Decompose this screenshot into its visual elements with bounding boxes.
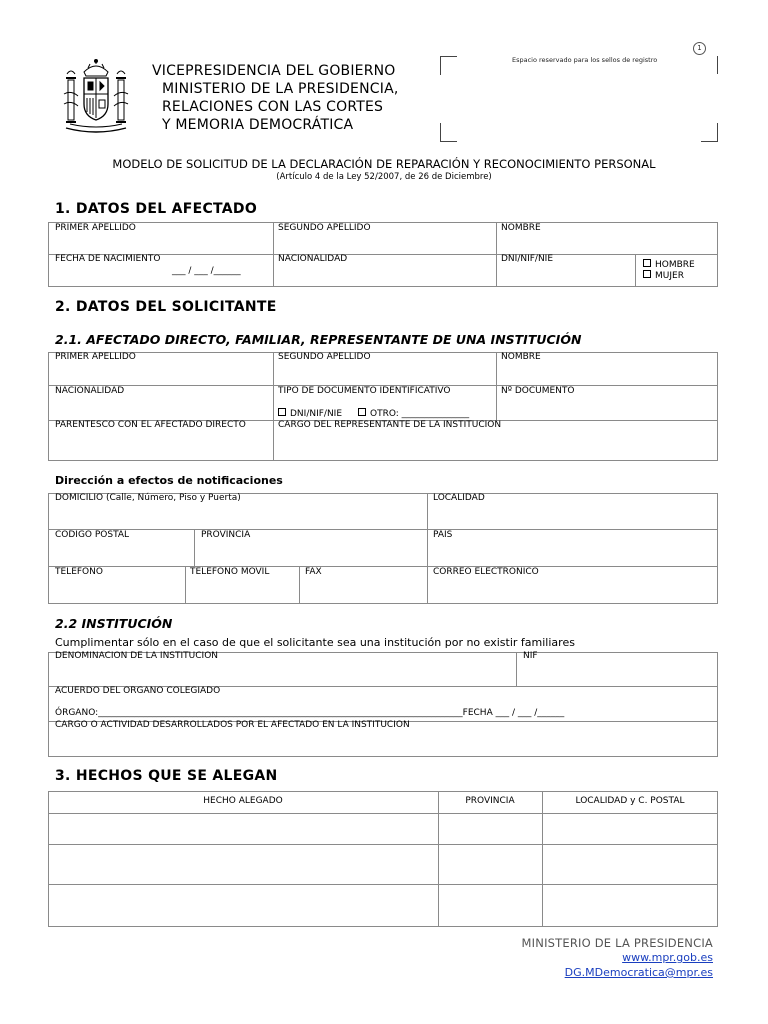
- otro-option-checkbox[interactable]: [358, 408, 469, 419]
- tipo-documento-field: TIPO DE DOCUMENTO IDENTIFICATIVO: [278, 386, 451, 396]
- nif-field[interactable]: NIF: [523, 651, 538, 661]
- column-header-localidad: LOCALIDAD y C. POSTAL: [575, 796, 685, 806]
- facts-table: [48, 791, 718, 927]
- dni-field[interactable]: DNI/NIF/NIE: [501, 254, 554, 264]
- institucion-note: Cumplimentar sólo en el caso de que el solicitante sea una institución por no existir familiares: [55, 636, 575, 649]
- section-2-heading: 2. DATOS DEL SOLICITANTE: [55, 299, 277, 315]
- solicitante-segundo-apellido-field[interactable]: SEGUNDO APELLIDO: [278, 352, 371, 362]
- stamp-area-label: Espacio reservado para los sellos de registro: [512, 56, 658, 64]
- form-subtitle: (Artículo 4 de la Ley 52/2007, de 26 de Diciembre): [276, 172, 492, 182]
- denominacion-field[interactable]: DENOMINACION DE LA INSTITUCION: [55, 651, 219, 661]
- form-title: MODELO DE SOLICITUD DE LA DECLARACIÓN DE REPARACIÓN Y RECONOCIMIENTO PERSONAL: [112, 157, 656, 171]
- dni-option-label: DNI/NIF/NIE: [290, 409, 343, 419]
- section-2-1-heading: 2.1. AFECTADO DIRECTO, FAMILIAR, REPRESENTANTE DE UNA INSTITUCIÓN: [55, 332, 582, 347]
- ministry-line-2: MINISTERIO DE LA PRESIDENCIA,: [162, 81, 399, 97]
- num-documento-field[interactable]: Nº DOCUMENTO: [501, 386, 575, 396]
- ministry-heading: [152, 62, 399, 134]
- section-3-heading: 3. HECHOS QUE SE ALEGAN: [55, 768, 278, 784]
- segundo-apellido-field[interactable]: SEGUNDO APELLIDO: [278, 223, 371, 233]
- hombre-label: HOMBRE: [655, 260, 695, 270]
- dni-option-checkbox[interactable]: [278, 408, 342, 419]
- parentesco-field[interactable]: PARENTESCO CON EL AFECTADO DIRECTO: [55, 420, 246, 430]
- applicant-data-table: [48, 352, 718, 461]
- mujer-checkbox[interactable]: [643, 270, 684, 281]
- address-table: [48, 493, 718, 604]
- hombre-checkbox[interactable]: [643, 259, 695, 270]
- ministry-line-3: RELACIONES CON LAS CORTES: [162, 99, 384, 115]
- solicitante-nacionalidad-field[interactable]: NACIONALIDAD: [55, 386, 125, 396]
- telefono-field[interactable]: TELEFONO: [55, 567, 103, 577]
- checkbox-icon[interactable]: [643, 270, 651, 278]
- column-header-hecho: HECHO ALEGADO: [203, 796, 283, 806]
- column-header-provincia: PROVINCIA: [465, 796, 515, 806]
- pais-field[interactable]: PAIS: [433, 530, 453, 540]
- footer-email-link[interactable]: DG.MDemocratica@mpr.es: [564, 966, 713, 979]
- fax-field[interactable]: FAX: [305, 567, 322, 577]
- solicitante-nombre-field[interactable]: NOMBRE: [501, 352, 541, 362]
- cargo-actividad-field[interactable]: CARGO O ACTIVIDAD DESARROLLADOS POR EL AFECTADO EN LA INSTITUCION: [55, 720, 410, 730]
- page-number: 1: [693, 42, 706, 55]
- section-2-2-heading: 2.2 INSTITUCIÓN: [55, 616, 173, 631]
- acuerdo-field: ACUERDO DEL ORGANO COLEGIADO: [55, 686, 221, 696]
- primer-apellido-field[interactable]: PRIMER APELLIDO: [55, 223, 136, 233]
- solicitante-primer-apellido-field[interactable]: PRIMER APELLIDO: [55, 352, 136, 362]
- otro-option-label: OTRO: _______________: [370, 409, 470, 419]
- footer-website-link[interactable]: www.mpr.gob.es: [622, 951, 713, 964]
- ministry-line-4: Y MEMORIA DEMOCRÁTICA: [162, 117, 354, 133]
- nacionalidad-field[interactable]: NACIONALIDAD: [278, 254, 348, 264]
- mujer-label: MUJER: [655, 271, 684, 281]
- domicilio-field[interactable]: DOMICILIO (Calle, Número, Piso y Puerta): [55, 493, 241, 503]
- fecha-nacimiento-blank[interactable]: ___ / ___ /______: [172, 266, 241, 276]
- footer-ministry: MINISTERIO DE LA PRESIDENCIA: [521, 936, 713, 950]
- provincia-field[interactable]: PROVINCIA: [201, 530, 251, 540]
- ministry-line-1: VICEPRESIDENCIA DEL GOBIERNO: [152, 63, 396, 79]
- nombre-field[interactable]: NOMBRE: [501, 223, 541, 233]
- checkbox-icon[interactable]: [358, 408, 366, 416]
- registration-stamp-area: [440, 56, 718, 142]
- cargo-representante-field[interactable]: CARGO DEL REPRESENTANTE DE LA INSTITUCION: [278, 420, 502, 430]
- institution-table: [48, 652, 718, 757]
- localidad-field[interactable]: LOCALIDAD: [433, 493, 485, 503]
- direccion-heading: Dirección a efectos de notificaciones: [55, 474, 283, 487]
- coat-of-arms-icon: [62, 58, 130, 136]
- telefono-movil-field[interactable]: TELEFONO MOVIL: [190, 567, 270, 577]
- checkbox-icon[interactable]: [643, 259, 651, 267]
- section-1-heading: 1. DATOS DEL AFECTADO: [55, 201, 258, 217]
- fecha-nacimiento-field[interactable]: FECHA DE NACIMIENTO: [55, 254, 161, 264]
- correo-field[interactable]: CORREO ELECTRONICO: [433, 567, 539, 577]
- organo-fecha-line[interactable]: ÓRGANO:_________________________________________________________________________________FECHA ___ / ___ /______: [55, 708, 565, 718]
- checkbox-icon[interactable]: [278, 408, 286, 416]
- codigo-postal-field[interactable]: CODIGO POSTAL: [55, 530, 130, 540]
